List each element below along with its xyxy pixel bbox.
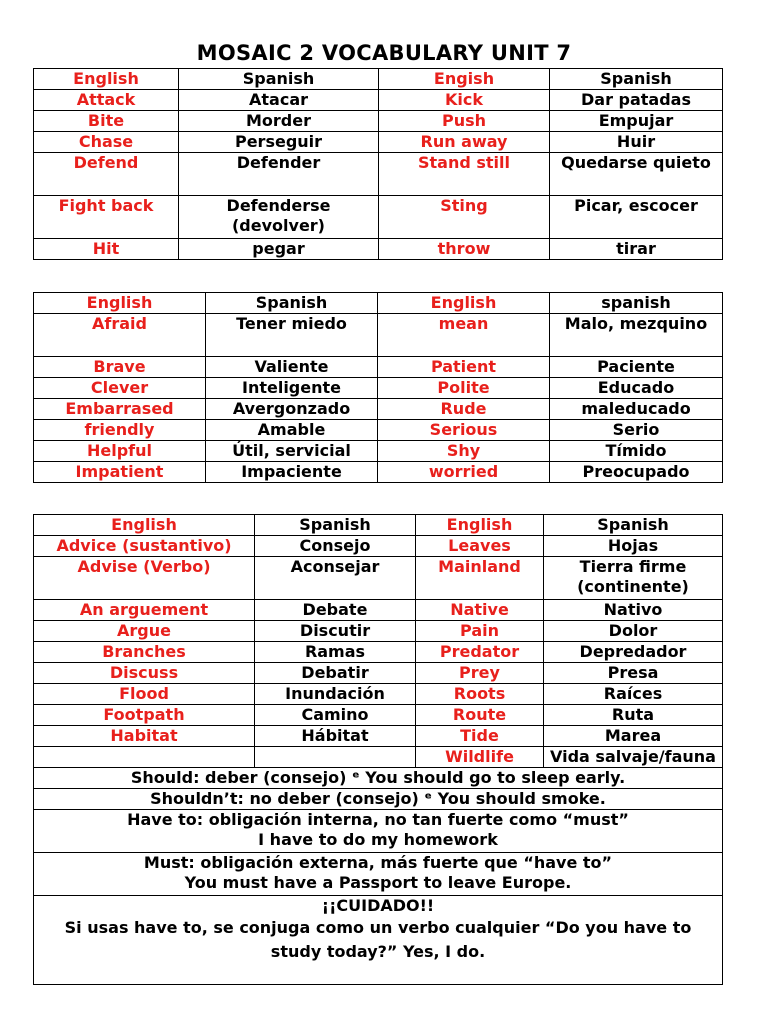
grammar-note-line: Have to: obligación interna, no tan fuerte como “must”: [127, 810, 629, 829]
spanish-word: Dolor: [544, 621, 723, 642]
spanish-word: Ramas: [255, 642, 416, 663]
spanish-word: Morder: [179, 111, 379, 132]
header-spanish: Spanish: [255, 515, 416, 536]
spanish-word: Valiente: [206, 357, 378, 378]
table-row: [34, 239, 723, 260]
spanish-word: Tímido: [550, 441, 723, 462]
english-word: Fight back: [34, 196, 179, 239]
table-header-row: [34, 69, 723, 90]
grammar-note-line: Must: obligación externa, más fuerte que “have to”: [143, 853, 613, 872]
table-row: [34, 557, 723, 600]
spanish-word: Inundación: [255, 684, 416, 705]
header-english: English: [34, 515, 255, 536]
english-word: Leaves: [416, 536, 544, 557]
table-row: [34, 153, 723, 196]
table-row: [34, 663, 723, 684]
table-row: [34, 420, 723, 441]
english-word: Tide: [416, 726, 544, 747]
spanish-word: Huir: [550, 132, 723, 153]
grammar-note-must: [34, 853, 723, 896]
grammar-note-row: [34, 789, 723, 810]
spanish-word: Hojas: [544, 536, 723, 557]
spanish-word: Avergonzado: [206, 399, 378, 420]
english-word: friendly: [34, 420, 206, 441]
english-word: Brave: [34, 357, 206, 378]
spanish-word: Tierra firme (continente): [544, 557, 723, 600]
table-row: [34, 705, 723, 726]
spanish-word: Presa: [544, 663, 723, 684]
english-word: Polite: [378, 378, 550, 399]
english-word: Footpath: [34, 705, 255, 726]
english-word: Advise (Verbo): [34, 557, 255, 600]
grammar-note-have-to: [34, 810, 723, 853]
spanish-word: Discutir: [255, 621, 416, 642]
english-word: Roots: [416, 684, 544, 705]
spanish-word: Debatir: [255, 663, 416, 684]
english-word: Wildlife: [416, 747, 544, 768]
table-row: [34, 314, 723, 357]
english-word: Attack: [34, 90, 179, 111]
english-word: Bite: [34, 111, 179, 132]
spanish-word: Raíces: [544, 684, 723, 705]
vocab-table-verbs-body: [34, 69, 723, 260]
spanish-word: [255, 747, 416, 768]
english-word: Patient: [378, 357, 550, 378]
header-english: English: [34, 69, 179, 90]
table-row: [34, 196, 723, 239]
header-english: Engish: [379, 69, 550, 90]
header-spanish: Spanish: [179, 69, 379, 90]
spanish-word: Hábitat: [255, 726, 416, 747]
vocab-table-adjectives: [33, 292, 723, 483]
table-row: [34, 90, 723, 111]
spanish-word: Nativo: [544, 600, 723, 621]
spanish-word: Defenderse (devolver): [179, 196, 379, 239]
grammar-note-row: [34, 896, 723, 985]
grammar-note-row: [34, 810, 723, 853]
english-word: throw: [379, 239, 550, 260]
spanish-word: Depredador: [544, 642, 723, 663]
english-word: Sting: [379, 196, 550, 239]
english-word: Run away: [379, 132, 550, 153]
english-word: mean: [378, 314, 550, 357]
vocab-table-adjectives-body: [34, 293, 723, 483]
spanish-word: Perseguir: [179, 132, 379, 153]
vocab-table-nature: [33, 514, 723, 985]
english-word: An arguement: [34, 600, 255, 621]
table-row: [34, 536, 723, 557]
grammar-note-warning: [34, 896, 723, 985]
page-title: MOSAIC 2 VOCABULARY UNIT 7: [196, 41, 572, 65]
header-spanish: spanish: [550, 293, 723, 314]
english-word: Afraid: [34, 314, 206, 357]
table-row: [34, 621, 723, 642]
english-word: Prey: [416, 663, 544, 684]
english-word: Helpful: [34, 441, 206, 462]
table-row: [34, 684, 723, 705]
header-english: English: [34, 293, 206, 314]
warning-heading: ¡¡CUIDADO!!: [321, 896, 435, 915]
table-row: [34, 441, 723, 462]
spanish-word: Picar, escocer: [550, 196, 723, 239]
english-word: Route: [416, 705, 544, 726]
table-row: [34, 357, 723, 378]
spanish-word: maleducado: [550, 399, 723, 420]
english-word: Habitat: [34, 726, 255, 747]
spanish-word: Tener miedo: [206, 314, 378, 357]
english-word: Kick: [379, 90, 550, 111]
spanish-word: Impaciente: [206, 462, 378, 483]
english-word: Argue: [34, 621, 255, 642]
spanish-word: Ruta: [544, 705, 723, 726]
english-word: Clever: [34, 378, 206, 399]
grammar-note-row: [34, 768, 723, 789]
grammar-note-shouldnt: Shouldn’t: no deber (consejo) ᵉ You should smoke.: [34, 789, 723, 810]
spanish-word: pegar: [179, 239, 379, 260]
header-english: English: [416, 515, 544, 536]
vocab-table-nature-body: [34, 515, 723, 985]
table-row: [34, 378, 723, 399]
table-row: [34, 642, 723, 663]
table-row: [34, 111, 723, 132]
english-word: Rude: [378, 399, 550, 420]
spanish-word: Consejo: [255, 536, 416, 557]
spanish-word: Preocupado: [550, 462, 723, 483]
grammar-note-line: I have to do my homework: [258, 830, 498, 849]
grammar-note-row: [34, 853, 723, 896]
spanish-word: Inteligente: [206, 378, 378, 399]
table-row: [34, 462, 723, 483]
table-row: [34, 747, 723, 768]
spanish-word: tirar: [550, 239, 723, 260]
spanish-word: Paciente: [550, 357, 723, 378]
english-word: [34, 747, 255, 768]
header-spanish: Spanish: [206, 293, 378, 314]
vocab-table-verbs: [33, 68, 723, 260]
english-word: Predator: [416, 642, 544, 663]
english-word: Shy: [378, 441, 550, 462]
spanish-word: Defender: [179, 153, 379, 196]
header-spanish: Spanish: [550, 69, 723, 90]
spanish-word: Camino: [255, 705, 416, 726]
english-word: Branches: [34, 642, 255, 663]
english-word: Hit: [34, 239, 179, 260]
spanish-word: Marea: [544, 726, 723, 747]
spanish-word: Quedarse quieto: [550, 153, 723, 196]
spanish-word: Aconsejar: [255, 557, 416, 600]
header-spanish: Spanish: [544, 515, 723, 536]
english-word: Flood: [34, 684, 255, 705]
english-word: Serious: [378, 420, 550, 441]
spanish-word: Atacar: [179, 90, 379, 111]
spanish-word: Empujar: [550, 111, 723, 132]
english-word: Impatient: [34, 462, 206, 483]
english-word: Stand still: [379, 153, 550, 196]
spanish-word: Vida salvaje/fauna: [544, 747, 723, 768]
english-word: Native: [416, 600, 544, 621]
spanish-word: Amable: [206, 420, 378, 441]
english-word: Discuss: [34, 663, 255, 684]
table-row: [34, 726, 723, 747]
english-word: Embarrased: [34, 399, 206, 420]
table-header-row: [34, 515, 723, 536]
english-word: Chase: [34, 132, 179, 153]
spanish-word: Malo, mezquino: [550, 314, 723, 357]
english-word: worried: [378, 462, 550, 483]
english-word: Mainland: [416, 557, 544, 600]
english-word: Push: [379, 111, 550, 132]
table-header-row: [34, 293, 723, 314]
spanish-word: Debate: [255, 600, 416, 621]
english-word: Pain: [416, 621, 544, 642]
spanish-word: Educado: [550, 378, 723, 399]
table-row: [34, 399, 723, 420]
spanish-word: Serio: [550, 420, 723, 441]
table-row: [34, 132, 723, 153]
english-word: Defend: [34, 153, 179, 196]
grammar-note-should: Should: deber (consejo) ᵉ You should go to sleep early.: [34, 768, 723, 789]
english-word: Advice (sustantivo): [34, 536, 255, 557]
spanish-word: Útil, servicial: [206, 441, 378, 462]
warning-text: Si usas have to, se conjuga como un verbo cualquier “Do you have to study today?” Yes, I do.: [64, 918, 692, 961]
table-row: [34, 600, 723, 621]
header-english: English: [378, 293, 550, 314]
grammar-note-line: You must have a Passport to leave Europe.: [184, 873, 572, 892]
spanish-word: Dar patadas: [550, 90, 723, 111]
